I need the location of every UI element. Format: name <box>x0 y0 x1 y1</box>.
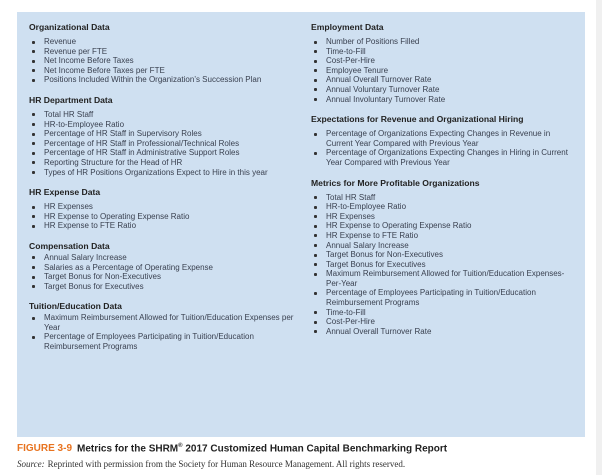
list-item: Target Bonus for Executives <box>29 282 305 292</box>
bullet-list <box>29 110 305 177</box>
list-item: Maximum Reimbursement Allowed for Tuition/Education Expenses-Per-Year <box>311 269 579 288</box>
list-item: Percentage of HR Staff in Professional/Technical Roles <box>29 139 305 149</box>
list-item: Net Income Before Taxes <box>29 56 305 66</box>
list-item: Total HR Staff <box>311 193 579 203</box>
bullet-list <box>29 37 305 85</box>
list-item: Annual Overall Turnover Rate <box>311 327 579 337</box>
section-title: Organizational Data <box>29 22 110 32</box>
list-item: HR-to-Employee Ratio <box>311 202 579 212</box>
list-item: Annual Salary Increase <box>29 253 305 263</box>
figure-caption <box>17 443 447 454</box>
list-item: Percentage of Employees Participating in Tuition/Education Reimbursement Programs <box>29 332 305 351</box>
section-title: HR Department Data <box>29 94 113 105</box>
list-item: Percentage of Organizations Expecting Changes in Revenue in Current Year Compared with Previous Year <box>311 129 579 148</box>
list-item: Revenue per FTE <box>29 47 305 57</box>
list-item: HR Expense to Operating Expense Ratio <box>29 212 305 222</box>
list-item: HR Expenses <box>29 202 305 212</box>
bullet-list <box>29 313 305 351</box>
list-item: Salaries as a Percentage of Operating Expense <box>29 263 305 273</box>
section <box>311 114 579 167</box>
list-item: Percentage of Organizations Expecting Changes in Hiring in Current Year Compared with Previous Year <box>311 148 579 167</box>
list-item: Time-to-Fill <box>311 47 579 57</box>
list-item: Net Income Before Taxes per FTE <box>29 66 305 76</box>
section <box>29 241 305 291</box>
list-item: Number of Positions Filled <box>311 37 579 47</box>
left-column <box>29 22 305 362</box>
bullet-list <box>29 253 305 291</box>
section-title: Compensation Data <box>29 240 110 251</box>
section <box>311 22 579 104</box>
caption-title-part2: 2017 Customized Human Capital Benchmarking Report <box>182 443 448 455</box>
bullet-list <box>311 193 579 337</box>
list-item: Employee Tenure <box>311 66 579 76</box>
list-item: Target Bonus for Non-Executives <box>29 272 305 282</box>
section-title: Employment Data <box>311 22 384 32</box>
list-item: Percentage of Employees Participating in Tuition/Education Reimbursement Programs <box>311 288 579 307</box>
right-column <box>311 22 579 346</box>
section <box>29 22 305 85</box>
section <box>29 187 305 231</box>
list-item: HR Expense to FTE Ratio <box>29 221 305 231</box>
list-item: Annual Salary Increase <box>311 241 579 251</box>
list-item: Target Bonus for Non-Executives <box>311 250 579 260</box>
list-item: HR Expenses <box>311 212 579 222</box>
section-title: Metrics for More Profitable Organizations <box>311 177 480 188</box>
scrollbar-strip[interactable] <box>596 0 602 475</box>
section <box>311 178 579 337</box>
list-item: Cost-Per-Hire <box>311 56 579 66</box>
list-item: Maximum Reimbursement Allowed for Tuition/Education Expenses per Year <box>29 313 305 332</box>
list-item: Annual Involuntary Turnover Rate <box>311 95 579 105</box>
list-item: Types of HR Positions Organizations Expect to Hire in this year <box>29 168 305 178</box>
list-item: Cost-Per-Hire <box>311 317 579 327</box>
figure-label: FIGURE 3-9 <box>17 443 73 455</box>
bullet-list <box>311 37 579 104</box>
bullet-list <box>311 129 579 167</box>
list-item: Target Bonus for Executives <box>311 260 579 270</box>
list-item: Revenue <box>29 37 305 47</box>
registered-mark: ® <box>178 443 183 449</box>
list-item: Reporting Structure for the Head of HR <box>29 158 305 168</box>
list-item: Percentage of HR Staff in Administrative Support Roles <box>29 148 305 158</box>
caption-title-part1: Metrics for the SHRM <box>77 443 179 455</box>
metrics-box <box>17 12 585 437</box>
list-item: Annual Voluntary Turnover Rate <box>311 85 579 95</box>
source-line <box>17 459 405 469</box>
section <box>29 95 305 177</box>
section-title: HR Expense Data <box>29 187 101 198</box>
list-item: HR-to-Employee Ratio <box>29 120 305 130</box>
list-item: Percentage of HR Staff in Supervisory Roles <box>29 129 305 139</box>
list-item: Total HR Staff <box>29 110 305 120</box>
section-title: Expectations for Revenue and Organizational Hiring <box>311 114 524 125</box>
list-item: HR Expense to Operating Expense Ratio <box>311 221 579 231</box>
list-item: Time-to-Fill <box>311 308 579 318</box>
section <box>29 301 305 351</box>
list-item: Annual Overall Turnover Rate <box>311 75 579 85</box>
list-item: Positions Included Within the Organization’s Succession Plan <box>29 75 305 85</box>
source-text: Reprinted with permission from the Society for Human Resource Management. All rights reserved. <box>47 459 406 469</box>
source-label: Source: <box>17 459 45 469</box>
list-item: HR Expense to FTE Ratio <box>311 231 579 241</box>
bullet-list <box>29 202 305 231</box>
section-title: Tuition/Education Data <box>29 301 122 312</box>
